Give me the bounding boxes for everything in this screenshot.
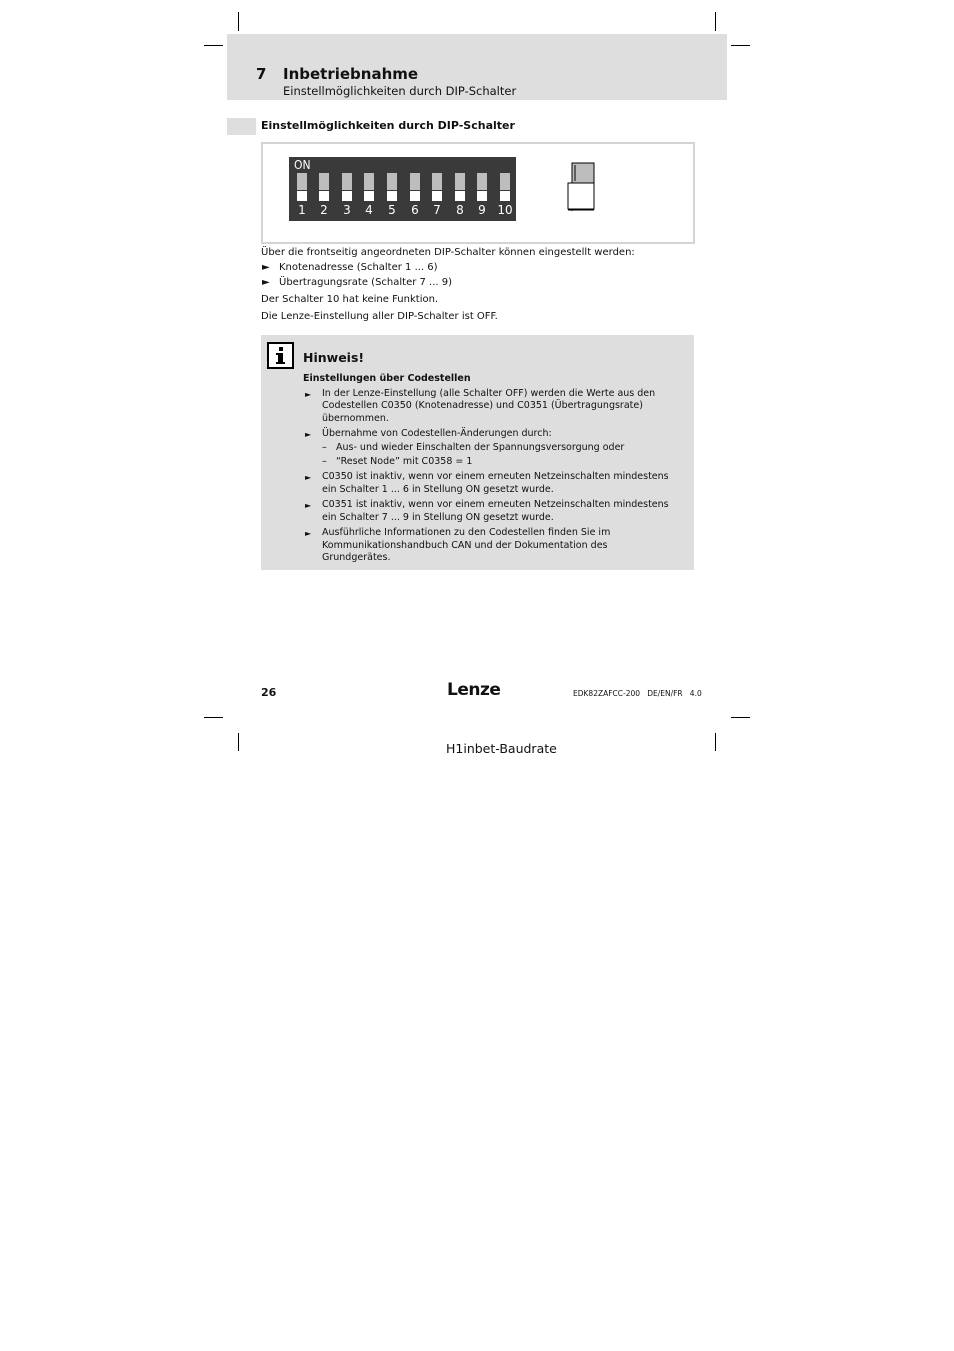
note-item-line: übernommen. [322, 413, 389, 424]
note-item-line: Ausführliche Informationen zu den Codestellen finden Sie im [322, 527, 611, 538]
crop-mark [731, 717, 750, 718]
dip-number: 9 [478, 203, 486, 217]
intro-text: Die Lenze-Einstellung aller DIP-Schalter ist OFF. [261, 311, 498, 322]
switch-icon [565, 162, 597, 212]
document-id: EDK82ZAFCC-200 DE/EN/FR 4.0 [573, 689, 702, 698]
bullet-arrow-icon: ► [305, 501, 312, 510]
dip-number: 5 [388, 203, 396, 217]
crop-mark [715, 733, 716, 751]
section-marker [227, 118, 256, 135]
dip-number: 1 [298, 203, 306, 217]
dash-marker: – [322, 456, 327, 467]
crop-mark [731, 45, 750, 46]
note-item-line: In der Lenze-Einstellung (alle Schalter OFF) werden die Werte aus den [322, 388, 656, 399]
dip-number: 2 [320, 203, 328, 217]
chapter-number: 7 [256, 65, 267, 83]
note-item-line: ein Schalter 1 ... 6 in Stellung ON gesetzt wurde. [322, 484, 554, 495]
crop-mark [715, 12, 716, 31]
bullet-arrow-icon: ► [262, 262, 270, 273]
note-item-line: Grundgerätes. [322, 552, 391, 563]
dip-switch-7 [432, 173, 442, 202]
dip-switch-8 [455, 173, 465, 202]
intro-text: Über die frontseitig angeordneten DIP-Schalter können eingestellt werden: [261, 247, 635, 258]
crop-mark [238, 12, 239, 31]
dip-switch-1 [297, 173, 307, 202]
note-subitem-line: Aus- und wieder Einschalten der Spannungsversorgung oder [336, 442, 625, 453]
dip-switch-4 [364, 173, 374, 202]
dip-number: 10 [497, 203, 513, 217]
dip-number: 6 [411, 203, 419, 217]
dip-switch-block [289, 157, 516, 221]
dip-switch-5 [387, 173, 397, 202]
dash-marker: – [322, 442, 327, 453]
bullet-arrow-icon: ► [305, 473, 312, 482]
bullet-arrow-icon: ► [305, 529, 312, 538]
note-title: Hinweis! [303, 350, 365, 365]
intro-bullet: Knotenadresse (Schalter 1 ... 6) [279, 262, 438, 273]
info-icon [267, 342, 294, 369]
dip-switch-3 [342, 173, 352, 202]
page-number: 26 [261, 686, 277, 699]
bullet-arrow-icon: ► [305, 430, 312, 439]
dip-number: 8 [456, 203, 464, 217]
bullet-arrow-icon: ► [262, 277, 270, 288]
crop-mark [204, 45, 223, 46]
intro-bullet: Übertragungsrate (Schalter 7 ... 9) [279, 277, 453, 288]
dip-switch-9 [477, 173, 487, 202]
footer-label: H1inbet-Baudrate [446, 741, 557, 756]
dip-number: 7 [433, 203, 441, 217]
section-title: Einstellmöglichkeiten durch DIP-Schalter [261, 119, 515, 132]
dip-switch-10 [500, 173, 510, 202]
note-item-line: Codestellen C0350 (Knotenadresse) und C0351 (Übertragungsrate) [322, 400, 643, 411]
chapter-title: Inbetriebnahme [283, 65, 419, 83]
bullet-arrow-icon: ► [305, 390, 312, 399]
note-subitem-line: “Reset Node” mit C0358 = 1 [336, 456, 473, 467]
note-item-line: Übernahme von Codestellen-Änderungen durch: [322, 428, 552, 439]
dip-switch-6 [410, 173, 420, 202]
dip-switch-2 [319, 173, 329, 202]
note-item-line: C0351 ist inaktiv, wenn vor einem erneuten Netzeinschalten mindestens [322, 499, 669, 510]
intro-text: Der Schalter 10 hat keine Funktion. [261, 294, 439, 305]
dip-number: 3 [343, 203, 351, 217]
note-item-line: ein Schalter 7 ... 9 in Stellung ON gesetzt wurde. [322, 512, 554, 523]
chapter-subtitle: Einstellmöglichkeiten durch DIP-Schalter [283, 84, 517, 98]
note-item-line: Kommunikationshandbuch CAN und der Dokumentation des [322, 540, 608, 551]
dip-number: 4 [365, 203, 373, 217]
lenze-logo: Lenze [447, 680, 501, 700]
note-subtitle: Einstellungen über Codestellen [303, 373, 471, 384]
crop-mark [238, 733, 239, 751]
crop-mark [204, 717, 223, 718]
note-item-line: C0350 ist inaktiv, wenn vor einem erneuten Netzeinschalten mindestens [322, 471, 669, 482]
dip-on-label: ON [294, 158, 311, 172]
